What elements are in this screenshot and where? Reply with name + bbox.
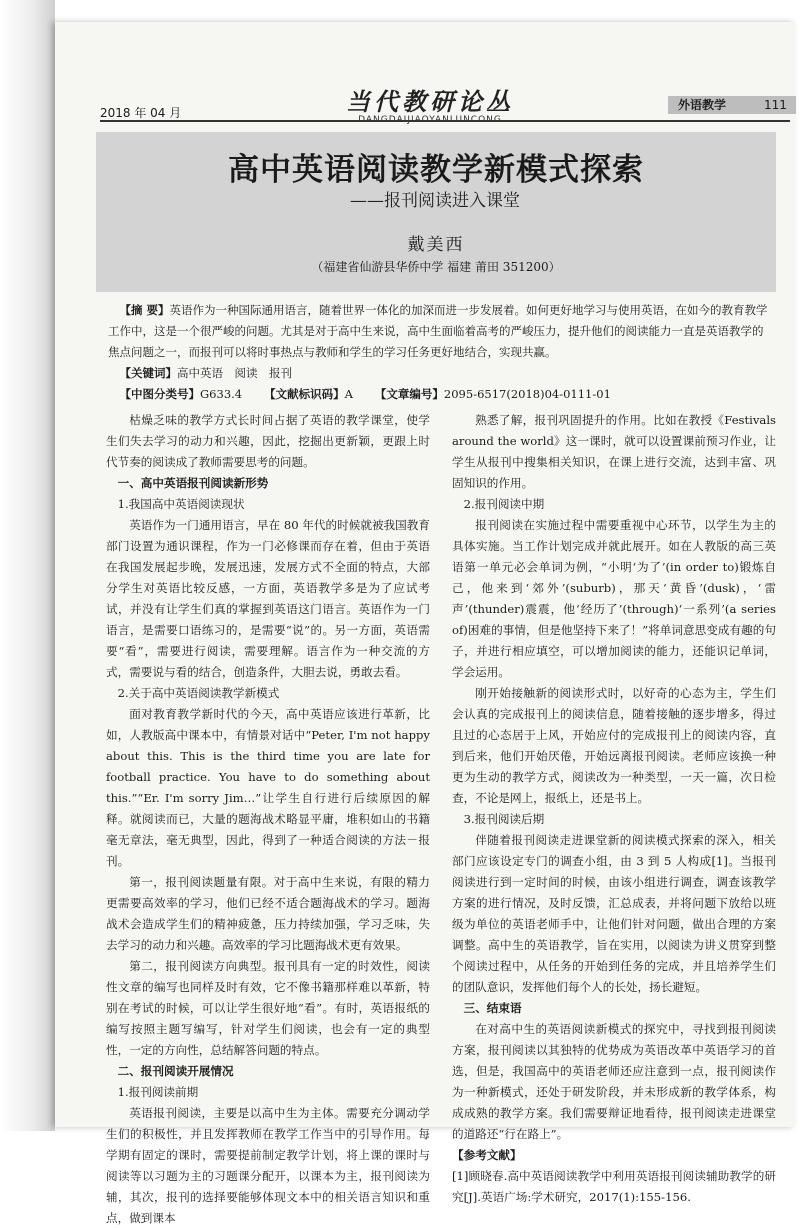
- body-paragraph: 枯燥乏味的教学方式长时间占据了英语的教学课堂，使学生们失去学习的动力和兴趣，因此，挖掘出更新颖，更跟上时代节奏的阅读成了教师需要思考的问题。: [106, 413, 430, 469]
- doccode-value: A: [344, 387, 353, 401]
- keywords-text: 高中英语 阅读 报刊: [177, 366, 292, 380]
- header-rule: [100, 120, 790, 122]
- body-paragraph: 在对高中生的英语阅读新模式的探究中，寻找到报刊阅读方案，报刊阅读以其独特的优势成为英语改革中英语学习的首选，但是，我国高中的英语老师还应注意到一点，报刊阅读作为一种新模式，还处于研发阶段，并未形成新的教学体系，构成成熟的教学方案。我们需要辩证地看待，报刊阅读走进课堂的道路还“行在路上”。: [452, 1022, 776, 1141]
- subsection-heading: 1.我国高中英语阅读现状: [117, 497, 245, 511]
- article-title: 高中英语阅读教学新模式探索: [228, 152, 644, 188]
- doccode-label: 【文献标识码】: [264, 387, 345, 401]
- section-heading: 一、高中英语报刊阅读新形势: [117, 476, 269, 490]
- body-paragraph: 第一，报刊阅读题量有限。对于高中生来说，有限的精力更需要高效率的学习，他们已经不适合题海战术的学习。题海战术会造成学生们的精神疲惫，压力持续加强，学习乏味，失去学习的动力和兴趣。高效率的学习比题海战术更有效果。: [106, 875, 430, 952]
- references-heading: 【参考文献】: [452, 1148, 522, 1162]
- article-author: 戴美西: [407, 235, 465, 255]
- page-number: 111: [764, 98, 787, 112]
- article-subtitle: ——报刊阅读进入课堂: [350, 191, 520, 211]
- clc-value: G633.4: [200, 387, 243, 401]
- book-spine: [0, 0, 55, 1131]
- body-paragraph: 刚开始接触新的阅读形式时，以好奇的心态为主，学生们会认真的完成报刊上的阅读信息，随着接触的逐步增多，得过且过的心态居于上风，开始应付的完成报刊上的阅读内容，直到后来，他们开始厌倦，开始远离报刊阅读。老师应该换一种更为生动的教学方式，阅读改为一种类型，一天一篇，次日检查，不论是网上，报纸上，还是书上。: [452, 686, 776, 805]
- abstract-label: 【摘 要】: [119, 303, 170, 317]
- body-paragraph: 伴随着报刊阅读走进课堂新的阅读模式探索的深入，相关部门应该设定专门的调查小组，由 3 到 5 人构成[1]。当报刊阅读进行到一定时间的时候，由该小组进行调查，调查该教学方案的进行情况，及时反馈，汇总成表，并将问题下放给以班级为单位的英语老师手中，让他们针对问题，做出合理的方案调整。高中生的英语教学，旨在实用，以阅读为讲义贯穿到整个阅读过程中，从任务的开始到任务的完成，并且培养学生们的团队意识，发挥他们每个人的长处，扬长避短。: [452, 833, 776, 994]
- subsection-heading: 2.关于高中英语阅读教学新模式: [117, 686, 280, 700]
- keywords-label: 【关键词】: [119, 366, 177, 380]
- body-paragraph: 报刊阅读在实施过程中需要重视中心环节，以学生为主的具体实施。当工作计划完成并就此展开。如在人教版的高三英语第一单元必会单词为例，“小明‘为了’(in order to)锻炼自己，他来到‘郊外’(suburb)，那天‘黄昏’(dusk)，‘雷声’(thunder)震震，他‘经历了’(through)‘一系列’(a series of)困难的事情，但是他坚持下来了！”将单词意思变成有趣的句子，并进行相应填空，可以增加阅读的能力，还能识记单词，学会运用。: [452, 518, 776, 679]
- articleno-label: 【文章编号】: [374, 387, 444, 401]
- section-name: 外语教学: [678, 98, 727, 112]
- abstract-text: 英语作为一种国际通用语言，随着世界一体化的加深而进一步发展着。如何更好地学习与使用英语，在如今的教育教学工作中，这是一个很严峻的问题。尤其是对于高中生来说，高中生面临着高考的严峻压力，提升他们的阅读能力一直是英语教学的焦点问题之一，而报刊可以将时事热点与教师和学生的学习任务更好地结合，实现共赢。: [108, 303, 768, 359]
- section-tab: [668, 96, 796, 114]
- left-column: [106, 410, 430, 1229]
- body-paragraph: 熟悉了解，报刊巩固提升的作用。比如在教授《Festivals around the world》这一课时，就可以设置课前预习作业，让学生从报刊中搜集相关知识，在课上进行交流，达到丰富、巩固知识的作用。: [452, 413, 776, 490]
- articleno-value: 2095-6517(2018)04-0111-01: [443, 387, 611, 401]
- body-paragraph: 英语作为一门通用语言，早在 80 年代的时候就被我国教育部门设置为通识课程，作为一门必修课而存在着，但由于英语在我国发展起步晚，发展迅速，发展方式不全面的特点，大部分学生对英语比较反感，一方面，英语教学多是为了应试考试，并没有让学生们真的掌握到英语这门语言。英语作为一门语言，是需要口语练习的，是需要“说”的。另一方面，英语需要“看”，需要进行阅读，需要理解。语言作为一种交流的方式，需要说与看的结合，创造条件，大胆去说，勇敢去看。: [106, 518, 430, 679]
- reference-item: [1]顾晓春.高中英语阅读教学中利用英语报刊阅读辅助教学的研究[J].英语广场:学术研究，2017(1):155-156.: [452, 1169, 776, 1204]
- section-heading: 三、结束语: [463, 1001, 522, 1015]
- issue-date: 2018 年 04 月: [100, 106, 182, 120]
- journal-logo-text: 当代教研论丛: [346, 87, 514, 116]
- section-heading: 二、报刊阅读开展情况: [117, 1064, 234, 1078]
- abstract-block: [108, 300, 768, 405]
- subsection-heading: 3.报刊阅读后期: [463, 812, 545, 826]
- author-affiliation: （福建省仙游县华侨中学 福建 莆田 351200）: [311, 260, 561, 274]
- subsection-heading: 1.报刊阅读前期: [117, 1085, 199, 1099]
- subsection-heading: 2.报刊阅读中期: [463, 497, 545, 511]
- clc-label: 【中图分类号】: [119, 387, 200, 401]
- abstract-paragraph: [108, 300, 768, 363]
- right-column: [452, 410, 776, 1208]
- body-paragraph: 英语报刊阅读，主要是以高中生为主体。需要充分调动学生们的积极性，并且发挥教师在教学工作当中的引导作用。每学期有固定的课时，需要提前制定教学计划，将上课的课时与阅读等以习题为主的习题课分配开，以课本为主，报刊阅读为辅，其次，报刊的选择要能够体现文本中的相关语言知识和重点，做到课本: [106, 1106, 430, 1225]
- body-paragraph: 第二，报刊阅读方向典型。报刊具有一定的时效性，阅读性文章的编写也同样及时有效，它不像书籍那样难以革新，特别在考试的时候，可以让学生很好地“看”。有时，英语报纸的编写按照主题写编写，针对学生们阅读，也会有一定的典型性，一定的方向性，总结解答问题的特点。: [106, 959, 430, 1057]
- classification-row: [108, 384, 768, 405]
- keywords-line: [108, 363, 768, 384]
- body-paragraph: 面对教育教学新时代的今天，高中英语应该进行革新，比如，人教版高中课本中，有情景对话中“Peter, I'm not happy about this. This is the third time you are late for football practice. You have to do something about this.”“Er. I'm sorry Jim…”让学生自行进行后续原因的解释。就阅读而已，大量的题海战术略显平庸，堆积如山的书籍毫无章法，毫无典型，因此，得到了一种适合阅读的方法－报刊。: [106, 707, 430, 868]
- journal-logo: [330, 82, 530, 125]
